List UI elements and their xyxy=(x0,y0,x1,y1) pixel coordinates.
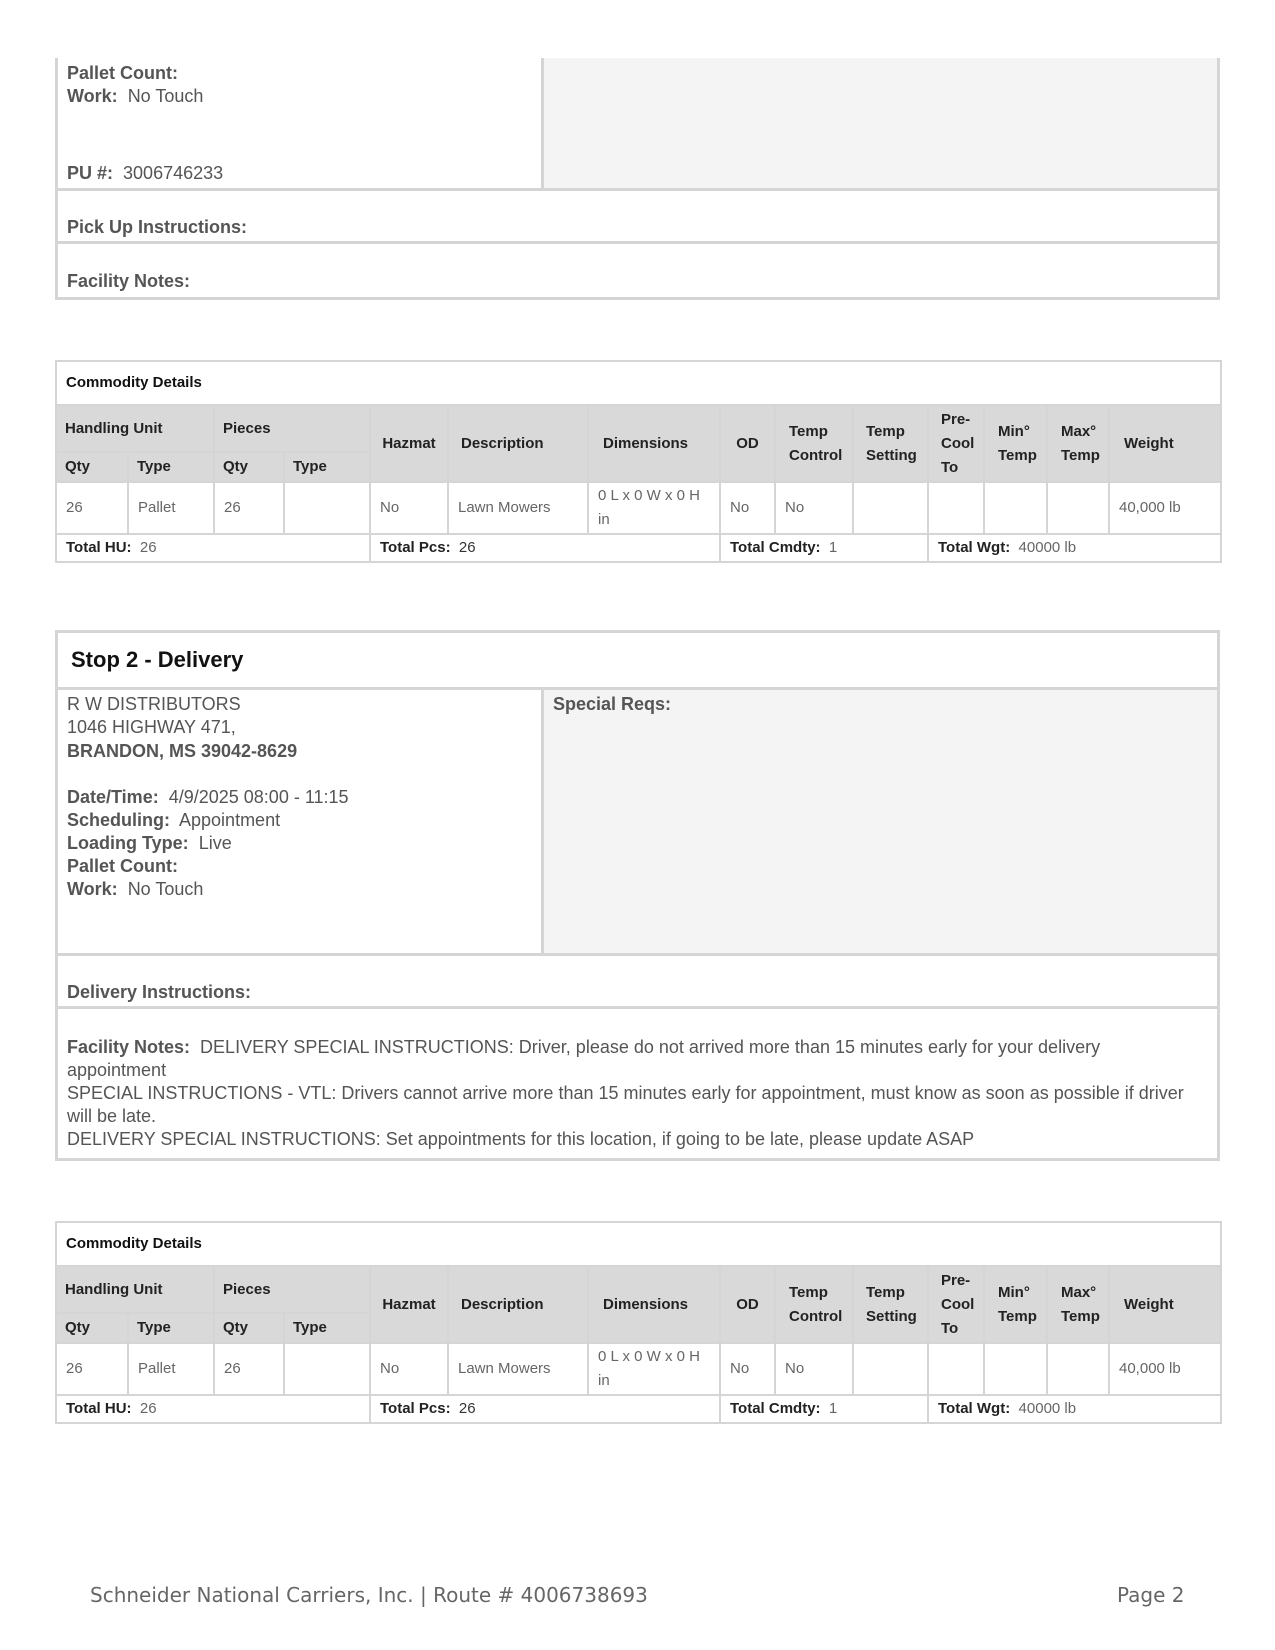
pieces-header: Pieces xyxy=(214,405,370,452)
work-label: Work: xyxy=(67,879,118,899)
pickup-instructions xyxy=(67,216,247,239)
total-wgt-label: Total Wgt: xyxy=(938,1400,1011,1417)
stop2-address-panel xyxy=(58,690,541,953)
temp-setting-cell xyxy=(853,482,928,534)
facility-notes-text-3: DELIVERY SPECIAL INSTRUCTIONS: Set appointments for this location, if going to be late, please update ASAP xyxy=(67,1129,975,1149)
pallet-count-line xyxy=(67,855,178,878)
facility-notes xyxy=(67,1036,1197,1151)
commodity-table xyxy=(55,360,1222,563)
od-cell: No xyxy=(720,482,775,534)
pre-cool-to-cell xyxy=(928,482,984,534)
max-temp-cell xyxy=(1047,482,1109,534)
temp-setting-header: Temp Setting xyxy=(853,1266,928,1343)
temp-setting-cell xyxy=(853,1343,928,1395)
hu-qty-cell: 26 xyxy=(56,482,128,534)
total-hu-label: Total HU: xyxy=(66,539,132,556)
delivery-instructions xyxy=(67,981,251,1004)
total-hu-value: 26 xyxy=(139,539,157,556)
loading-type-label: Loading Type: xyxy=(67,833,189,853)
hazmat-header: Hazmat xyxy=(370,405,448,482)
special-reqs-label: Special Reqs: xyxy=(553,694,672,714)
od-header: OD xyxy=(720,405,775,482)
hu-type-header: Type xyxy=(128,1313,214,1343)
temp-control-cell: No xyxy=(775,1343,853,1395)
divider xyxy=(58,953,1217,956)
divider xyxy=(58,188,1217,191)
datetime-value: 4/9/2025 08:00 - 11:15 xyxy=(168,787,349,807)
handling-unit-header: Handling Unit xyxy=(56,405,214,452)
commodity-details-1 xyxy=(55,360,1220,563)
pickup-instructions-label: Pick Up Instructions: xyxy=(67,217,248,237)
delivery-instructions-label: Delivery Instructions: xyxy=(67,982,252,1002)
temp-control-header: Temp Control xyxy=(775,405,853,482)
work-value: No Touch xyxy=(127,86,204,106)
weight-cell: 40,000 lb xyxy=(1109,1343,1221,1395)
min-temp-cell xyxy=(984,1343,1047,1395)
pre-cool-to-header: Pre-Cool To xyxy=(928,1266,984,1343)
hu-type-cell: Pallet xyxy=(128,1343,214,1395)
temp-control-cell: No xyxy=(775,482,853,534)
special-reqs-panel xyxy=(544,690,1217,953)
pallet-count-label: Pallet Count: xyxy=(67,63,178,83)
total-wgt-value: 40000 lb xyxy=(1018,539,1077,556)
total-pcs-value: 26 xyxy=(458,1400,476,1417)
pre-cool-to-cell xyxy=(928,1343,984,1395)
footer-page-number: Page 2 xyxy=(1117,1583,1185,1607)
hu-qty-header: Qty xyxy=(56,452,128,482)
pu-number-line xyxy=(67,162,223,185)
pcs-qty-cell: 26 xyxy=(214,482,284,534)
stop1-info-box xyxy=(55,58,1220,300)
dimensions-header: Dimensions xyxy=(588,1266,720,1343)
max-temp-cell xyxy=(1047,1343,1109,1395)
pieces-header: Pieces xyxy=(214,1266,370,1313)
weight-header: Weight xyxy=(1109,405,1221,482)
stop2-header xyxy=(58,633,1217,687)
totals-row xyxy=(56,1395,1221,1423)
dimensions-cell: 0 L x 0 W x 0 H in xyxy=(588,1343,720,1395)
handling-unit-header: Handling Unit xyxy=(56,1266,214,1313)
od-header: OD xyxy=(720,1266,775,1343)
address-line: 1046 HIGHWAY 471, xyxy=(67,717,236,737)
company-name: R W DISTRIBUTORS xyxy=(67,694,241,714)
description-header: Description xyxy=(448,405,588,482)
hazmat-cell: No xyxy=(370,1343,448,1395)
datetime-line xyxy=(67,786,349,809)
description-cell: Lawn Mowers xyxy=(448,1343,588,1395)
pu-number-label: PU #: xyxy=(67,163,114,183)
commodity-table xyxy=(55,1221,1222,1424)
scheduling-label: Scheduling: xyxy=(67,810,170,830)
work-label: Work: xyxy=(67,86,118,106)
hu-type-header: Type xyxy=(128,452,214,482)
stop2-title: Stop 2 - Delivery xyxy=(71,647,244,672)
total-wgt-value: 40000 lb xyxy=(1018,1400,1077,1417)
temp-control-header: Temp Control xyxy=(775,1266,853,1343)
pallet-count-line xyxy=(67,62,178,85)
od-cell: No xyxy=(720,1343,775,1395)
total-cmdty-label: Total Cmdty: xyxy=(730,539,821,556)
commodity-details-2 xyxy=(55,1221,1220,1424)
stop1-special-panel xyxy=(544,58,1217,188)
total-pcs-label: Total Pcs: xyxy=(380,1400,451,1417)
stop2-box xyxy=(55,630,1220,1161)
datetime-label: Date/Time: xyxy=(67,787,159,807)
min-temp-cell xyxy=(984,482,1047,534)
pallet-count-label: Pallet Count: xyxy=(67,856,178,876)
pcs-type-cell xyxy=(284,482,370,534)
total-cmdty-value: 1 xyxy=(828,1400,838,1417)
facility-notes-line-1 xyxy=(67,1036,1197,1082)
city-state-zip: BRANDON, MS 39042-8629 xyxy=(67,741,298,761)
facility-notes-text-1: DELIVERY SPECIAL INSTRUCTIONS: Driver, please do not arrived more than 15 minutes early for your delivery appointment xyxy=(67,1037,1101,1080)
pcs-type-header: Type xyxy=(284,1313,370,1343)
total-cmdty-label: Total Cmdty: xyxy=(730,1400,821,1417)
hazmat-header: Hazmat xyxy=(370,1266,448,1343)
loading-type-line xyxy=(67,832,232,855)
total-pcs-label: Total Pcs: xyxy=(380,539,451,556)
pu-number-value: 3006746233 xyxy=(123,163,224,183)
max-temp-header: Max° Temp xyxy=(1047,405,1109,482)
pcs-type-header: Type xyxy=(284,452,370,482)
hu-type-cell: Pallet xyxy=(128,482,214,534)
commodity-details-title: Commodity Details xyxy=(56,361,1221,405)
totals-row xyxy=(56,534,1221,562)
facility-notes-label: Facility Notes: xyxy=(67,271,191,291)
commodity-details-title: Commodity Details xyxy=(56,1222,1221,1266)
stop1-left-panel xyxy=(58,58,541,188)
table-row xyxy=(56,1343,1221,1395)
dimensions-header: Dimensions xyxy=(588,405,720,482)
max-temp-header: Max° Temp xyxy=(1047,1266,1109,1343)
hu-qty-cell: 26 xyxy=(56,1343,128,1395)
facility-notes-text-2: SPECIAL INSTRUCTIONS - VTL: Drivers cannot arrive more than 15 minutes early for appointment, must know as soon as possible if driver will be late. xyxy=(67,1083,1184,1126)
min-temp-header: Min° Temp xyxy=(984,1266,1047,1343)
pcs-qty-header: Qty xyxy=(214,452,284,482)
dimensions-cell: 0 L x 0 W x 0 H in xyxy=(588,482,720,534)
work-line xyxy=(67,878,203,901)
pre-cool-to-header: Pre-Cool To xyxy=(928,405,984,482)
work-line xyxy=(67,85,203,108)
facility-notes-label: Facility Notes: xyxy=(67,1037,191,1057)
weight-header: Weight xyxy=(1109,1266,1221,1343)
loading-type-value: Live xyxy=(198,833,232,853)
temp-setting-header: Temp Setting xyxy=(853,405,928,482)
total-cmdty-value: 1 xyxy=(828,539,838,556)
pcs-type-cell xyxy=(284,1343,370,1395)
min-temp-header: Min° Temp xyxy=(984,405,1047,482)
total-pcs-value: 26 xyxy=(458,539,476,556)
pcs-qty-header: Qty xyxy=(214,1313,284,1343)
hazmat-cell: No xyxy=(370,482,448,534)
description-header: Description xyxy=(448,1266,588,1343)
divider xyxy=(58,1006,1217,1009)
total-hu-label: Total HU: xyxy=(66,1400,132,1417)
total-wgt-label: Total Wgt: xyxy=(938,539,1011,556)
facility-notes xyxy=(67,270,190,293)
work-value: No Touch xyxy=(127,879,204,899)
pcs-qty-cell: 26 xyxy=(214,1343,284,1395)
description-cell: Lawn Mowers xyxy=(448,482,588,534)
weight-cell: 40,000 lb xyxy=(1109,482,1221,534)
scheduling-line xyxy=(67,809,280,832)
hu-qty-header: Qty xyxy=(56,1313,128,1343)
total-hu-value: 26 xyxy=(139,1400,157,1417)
footer-company-route: Schneider National Carriers, Inc. | Route # 4006738693 xyxy=(90,1583,648,1607)
table-row xyxy=(56,482,1221,534)
divider xyxy=(58,241,1217,244)
scheduling-value: Appointment xyxy=(179,810,281,830)
